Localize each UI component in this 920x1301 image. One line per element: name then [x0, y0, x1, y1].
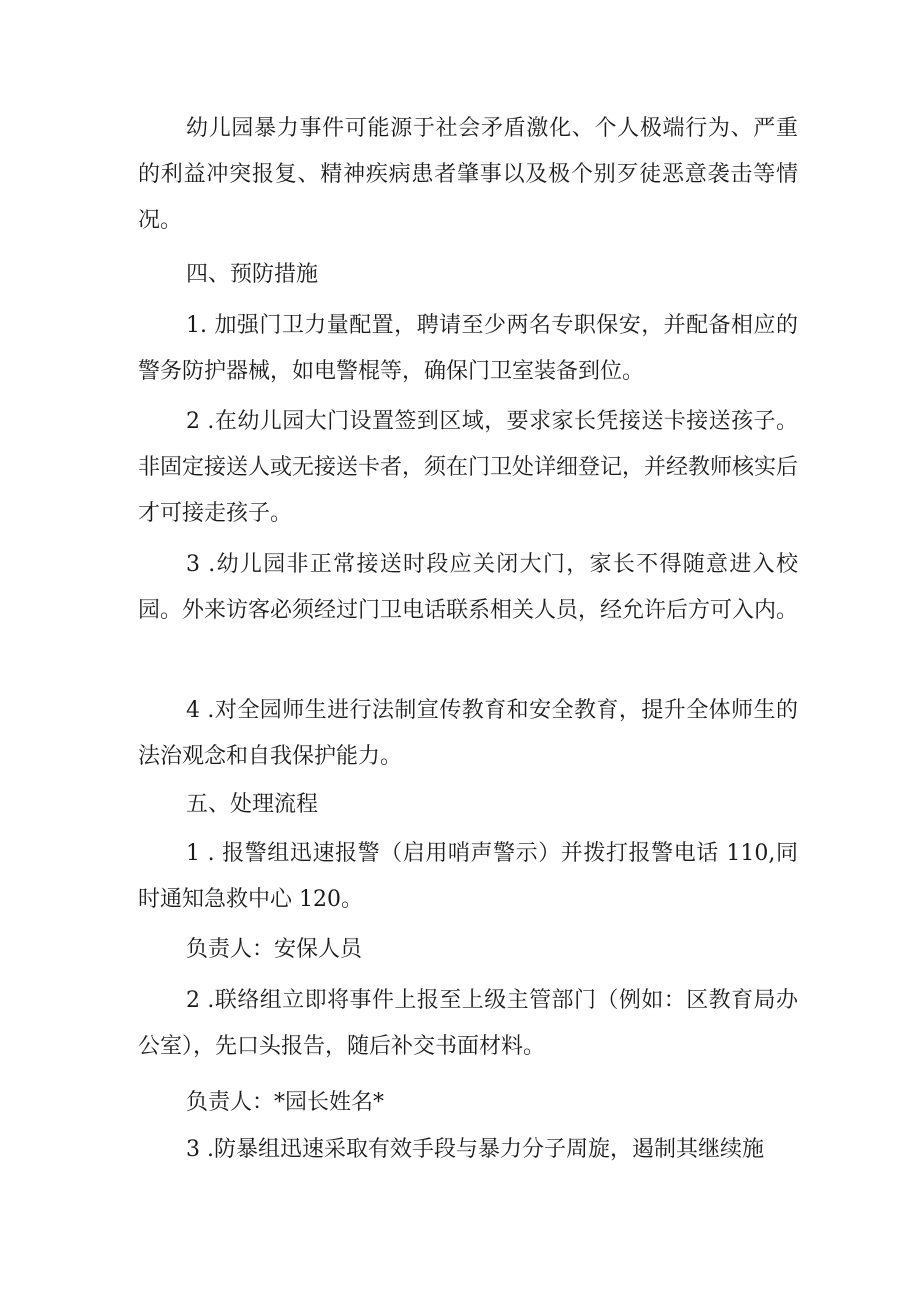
paragraph-procedure-3: 3 .防暴组迅速采取有效手段与暴力分子周旋，遏制其继续施	[186, 1137, 764, 1162]
section-heading-prevention: 四、预防措施	[186, 262, 319, 287]
paragraph-responsible-security: 负责人：安保人员	[186, 937, 363, 962]
paragraph-prevention-1: 1. 加强门卫力量配置，聘请至少两名专职保安，并配备相应的警务防护器械，如电警棍等，确保门卫室装备到位。	[138, 313, 798, 384]
paragraph-violence-causes: 幼儿园暴力事件可能源于社会矛盾激化、个人极端行为、严重的利益冲突报复、精神疾病患者肇事以及极个别歹徒恶意袭击等情况。	[138, 116, 798, 233]
paragraph-procedure-1: 1 . 报警组迅速报警（启用哨声警示）并拨打报警电话 110,同时通知急救中心 120。	[138, 841, 798, 912]
paragraph-prevention-3: 3 .幼儿园非正常接送时段应关闭大门，家长不得随意进入校园。外来访客必须经过门卫电话联系相关人员，经允许后方可入内。	[138, 552, 799, 623]
paragraph-procedure-2: 2 .联络组立即将事件上报至上级主管部门（例如：区教育局办公室），先口头报告，随后补交书面材料。	[138, 988, 798, 1059]
paragraph-responsible-principal: 负责人：*园长姓名*	[186, 1090, 385, 1115]
section-heading-procedure: 五、处理流程	[186, 792, 319, 817]
paragraph-prevention-2: 2 .在幼儿园大门设置签到区域，要求家长凭接送卡接送孩子。非固定接送人或无接送卡者，须在门卫处详细登记，并经教师核实后才可接走孩子。	[138, 409, 799, 526]
paragraph-prevention-4: 4 .对全园师生进行法制宣传教育和安全教育，提升全体师生的法治观念和自我保护能力。	[138, 698, 798, 769]
